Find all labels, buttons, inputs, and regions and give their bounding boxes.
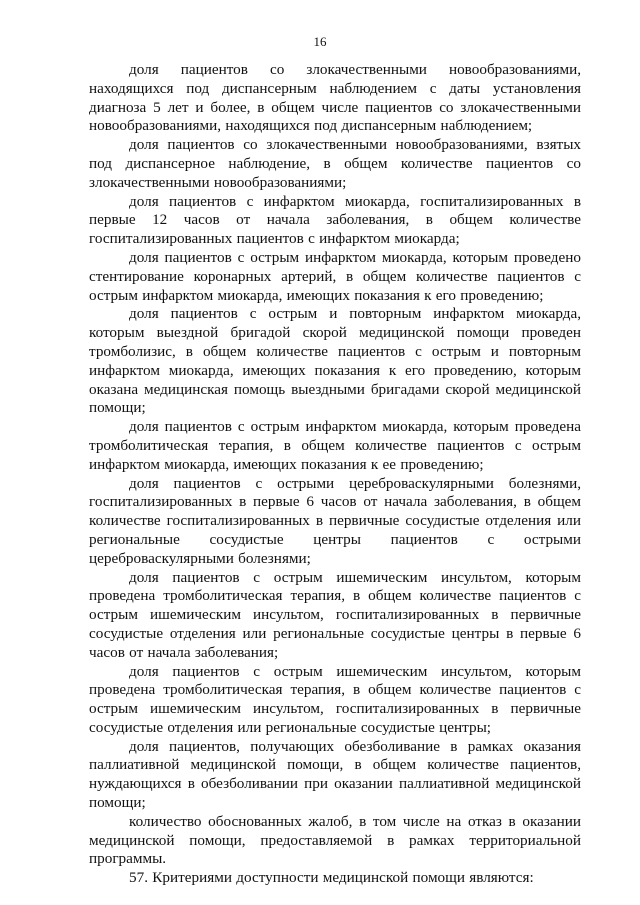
paragraph-infarction-first-12-hours: доля пациентов с инфарктом миокарда, госпитализированных в первые 12 часов от начала заболевания, в общем количестве госпитализированных пациентов с инфарктом миокарда; xyxy=(89,192,581,248)
paragraph-palliative-pain-relief: доля пациентов, получающих обезболивание в рамках оказания паллиативной медицинской помощи, в общем количестве пациентов, нуждающихся в обезболивании при оказании паллиативной медицинской помощи; xyxy=(89,737,581,812)
page-number: 16 xyxy=(313,34,327,49)
paragraph-stroke-thrombolytic-first-6-hours: доля пациентов с острым ишемическим инсультом, которым проведена тромболитическая терапия, в общем количестве пациентов с острым ишемическим инсультом, госпитализированных в первичные сосудистые отделения или региональные сосудистые центры в первые 6 часов от начала заболевания; xyxy=(89,568,581,661)
paragraph-infarction-stenting: доля пациентов с острым инфарктом миокарда, которым проведено стентирование коронарных артерий, в общем количестве пациентов с острым инфарктом миокарда, имеющих показания к его проведению; xyxy=(89,248,581,304)
paragraph-oncology-dispensary-taken: доля пациентов со злокачественными новообразованиями, взятых под диспансерное наблюдение, в общем количестве пациентов со злокачественными новообразованиями; xyxy=(89,136,581,191)
paragraph-stroke-thrombolytic-total: доля пациентов с острым ишемическим инсультом, которым проведена тромболитическая терапия, в общем количестве пациентов с острым ишемическим инсультом, госпитализированных в первичные сосудистые отделения или региональные сосудистые центры; xyxy=(89,662,581,736)
document-body xyxy=(89,61,581,888)
paragraph-oncology-dispensary-5-years: доля пациентов со злокачественными новообразованиями, находящихся под диспансерным наблюдением с даты установления диагноза 5 лет и более, в общем числе пациентов со злокачественными новообразованиями, находящихся под диспансерным наблюдением; xyxy=(89,61,581,135)
paragraph-infarction-thrombolysis-ambulance: доля пациентов с острым и повторным инфарктом миокарда, которым выездной бригадой скорой медицинской помощи проведен тромболизис, в общем количестве пациентов с острым и повторным инфарктом миокарда, имеющих показания к его проведению, которым оказана медицинская помощь выездными бригадами скорой медицинской помощи; xyxy=(89,305,581,417)
paragraph-justified-complaints: количество обоснованных жалоб, в том числе на отказ в оказании медицинской помощи, предоставляемой в рамках территориальной программы. xyxy=(89,812,581,868)
paragraph-accessibility-criteria-heading: 57. Критериями доступности медицинской помощи являются: xyxy=(129,869,534,887)
paragraph-cerebrovascular-first-6-hours: доля пациентов с острыми цереброваскулярными болезнями, госпитализированных в первые 6 часов от начала заболевания, в общем количестве госпитализированных в первичные сосудистые отделения или региональные сосудистые центры пациентов с острыми цереброваскулярными болезнями; xyxy=(89,474,581,567)
paragraph-infarction-thrombolytic-therapy: доля пациентов с острым инфарктом миокарда, которым проведена тромболитическая терапия, в общем количестве пациентов с острым инфарктом миокарда, имеющих показания к ее проведению; xyxy=(89,418,581,473)
